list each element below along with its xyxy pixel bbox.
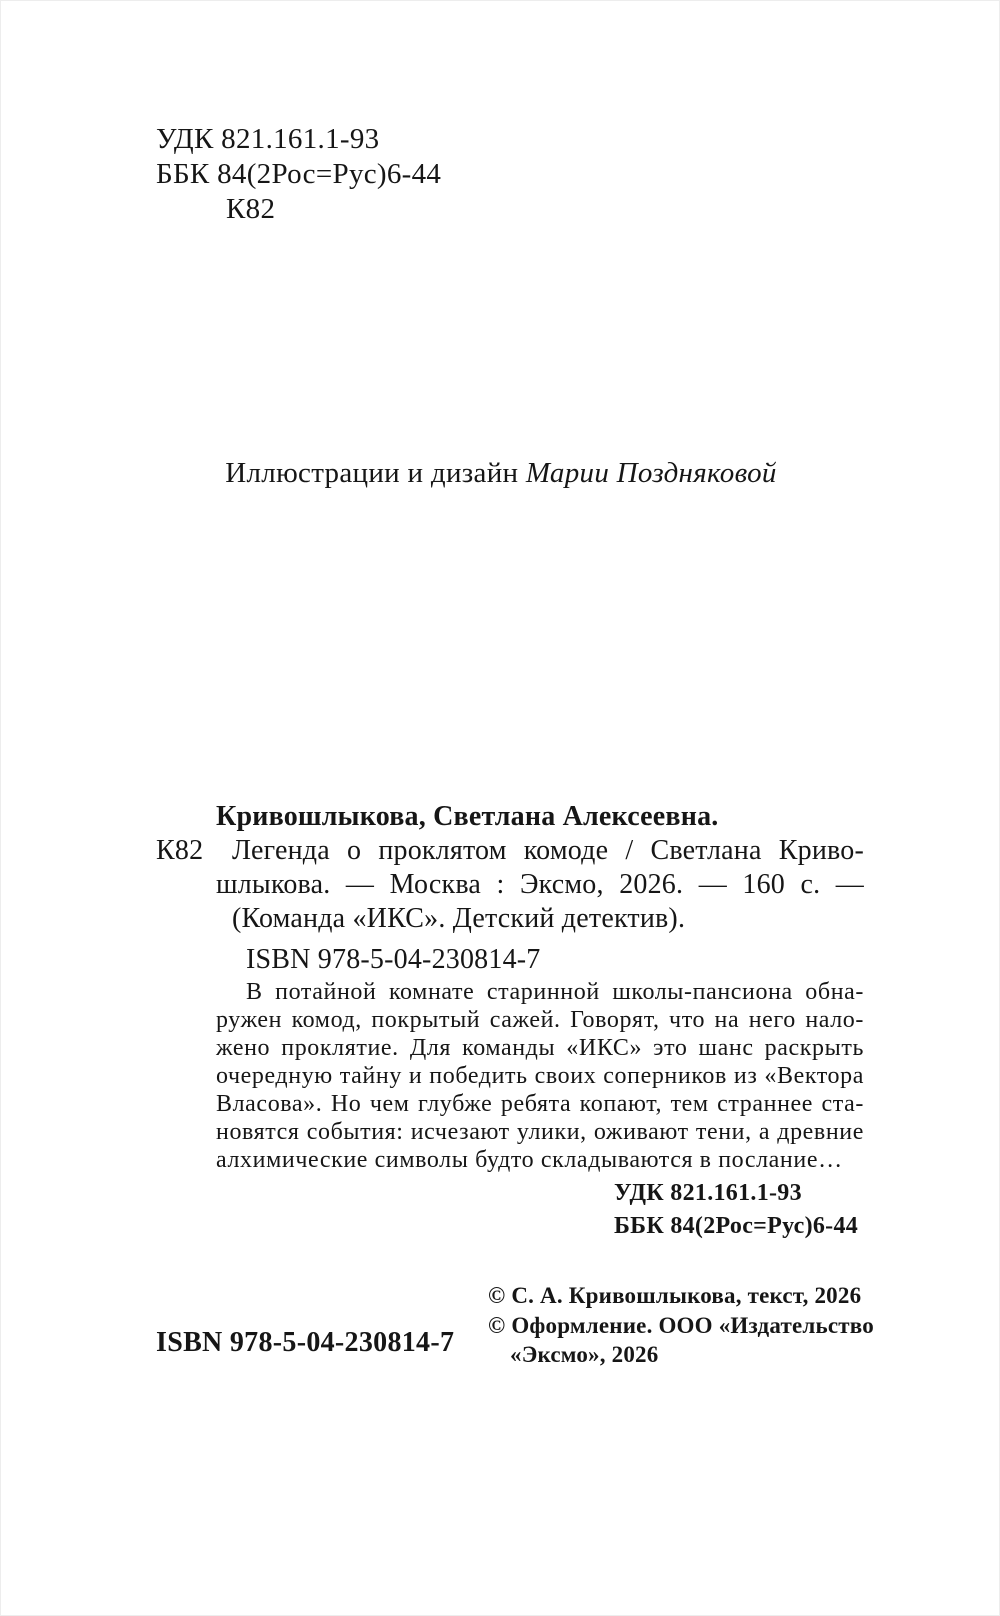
top-codes-block [156,122,441,227]
credit-designer-name: Марии Поздняковой [525,457,777,489]
annotation-line: новятся события: исчезают улики, оживают тени, а древние [216,1119,864,1145]
catalog-author-sign: К82 [156,835,204,866]
catalog-entry [156,834,866,936]
catalog-entry-body [216,834,864,936]
catalog-author: Кривошлыкова, Светлана Алексеевна. [216,801,719,832]
bbk-code-bottom: ББК 84(2Рос=Рус)6-44 [614,1213,859,1239]
author-sign-code: К82 [226,193,276,225]
udk-code: УДК 821.161.1-93 [156,123,380,155]
copyright-line: «Эксмо», 2026 [510,1342,659,1367]
credit-prefix: Иллюстрации и дизайн [225,457,526,489]
udk-code-bottom: УДК 821.161.1-93 [614,1180,802,1206]
copyright-line: © С. А. Кривошлыкова, текст, 2026 [488,1283,862,1308]
isbn-bottom: ISBN 978-5-04-230814-7 [156,1327,455,1358]
catalog-entry-line: шлыкова. — Москва : Эксмо, 2026. — 160 с. — [216,869,864,900]
catalog-card [156,800,866,977]
annotation-line: ружен комод, покрытый сажей. Говорят, что на него нало- [216,1007,864,1033]
catalog-entry-line: (Команда «ИКС». Детский детектив). [232,903,686,934]
annotation-line: жено проклятие. Для команды «ИКС» это шанс раскрыть [216,1035,864,1061]
annotation-line: В потайной комнате старинной школы-пансиона обна- [246,979,864,1005]
annotation-line: алхимические символы будто складываются в послание… [216,1147,843,1173]
copyright-block [488,1281,874,1370]
catalog-entry-line: Легенда о проклятом комоде / Светлана Криво- [232,835,864,866]
annotation-line: очередную тайну и победить своих соперников из «Вектора [216,1063,864,1089]
annotation-paragraph [216,978,864,1174]
bottom-codes-block [614,1177,858,1243]
bbk-code: ББК 84(2Рос=Рус)6-44 [156,158,442,190]
annotation-line: Власова». Но чем глубже ребята копают, тем страннее ста- [216,1091,864,1117]
copyright-line: © Оформление. ООО «Издательство [488,1312,874,1338]
catalog-isbn: ISBN 978-5-04-230814-7 [246,944,541,975]
illustration-credit-line [1,457,1000,490]
